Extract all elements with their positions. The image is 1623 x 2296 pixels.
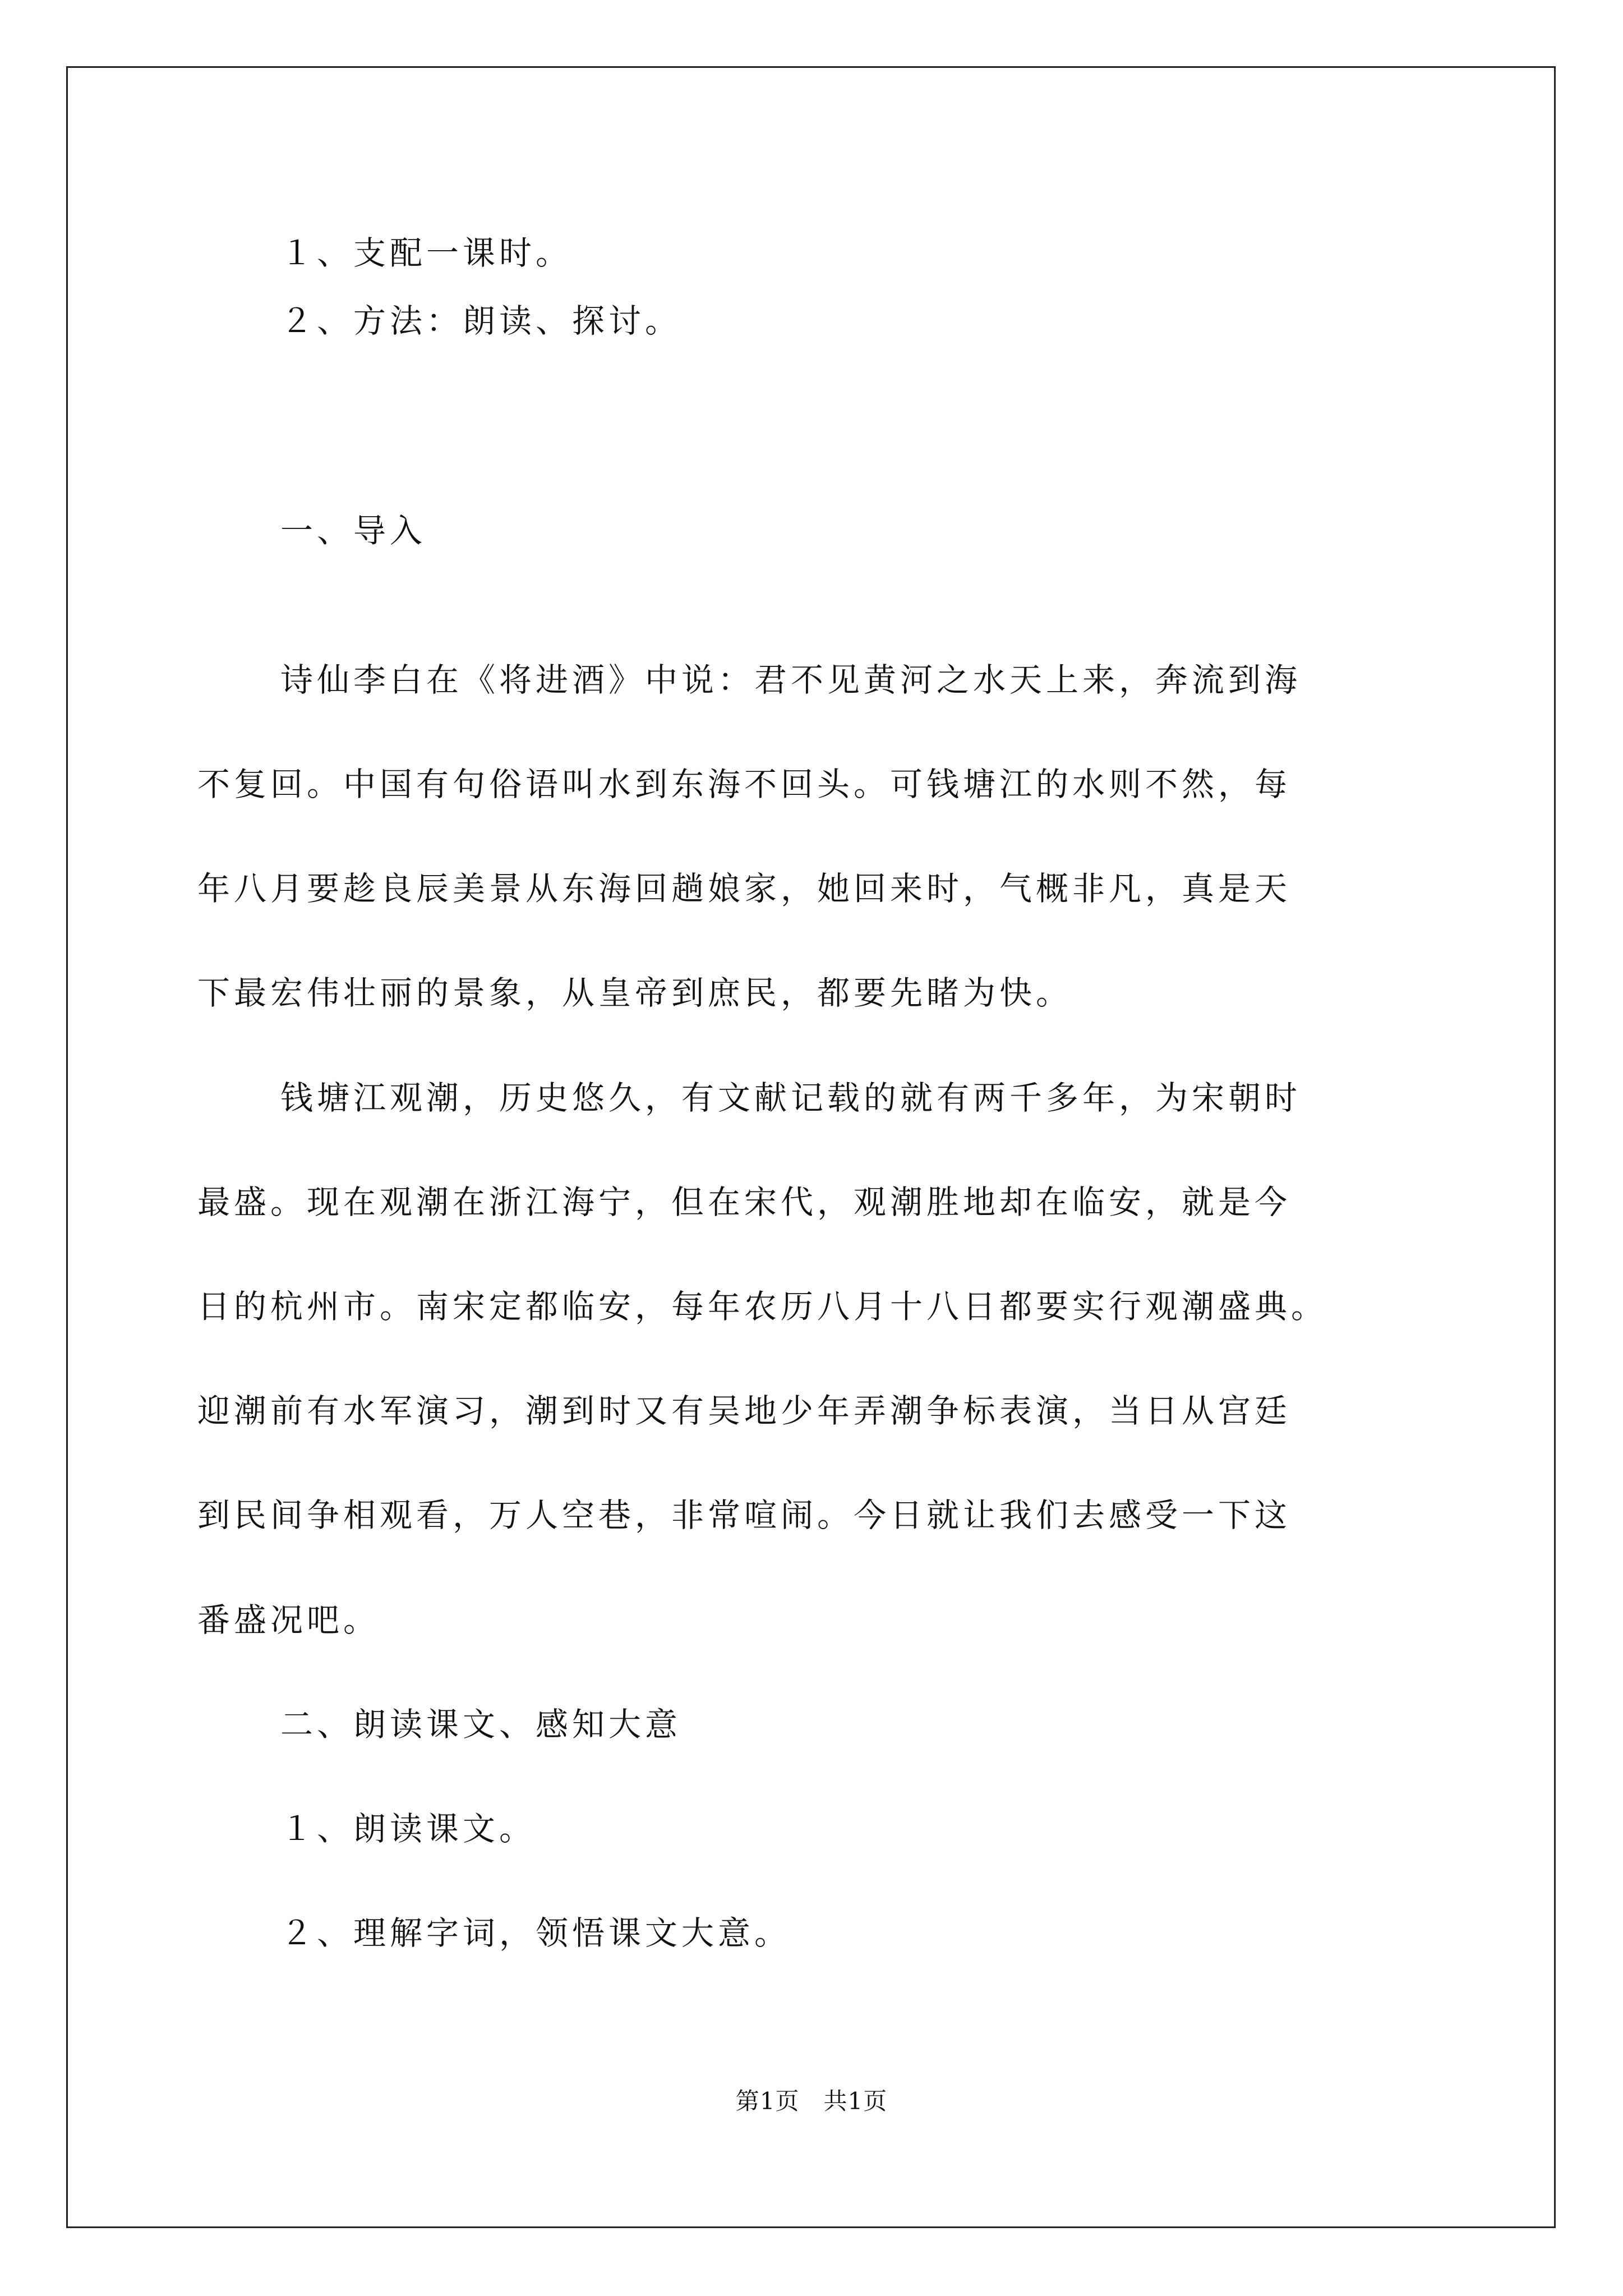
section-heading-reading: 二、朗读课文、感知大意 [280,1705,682,1743]
section-heading-intro: 一、导入 [280,512,427,550]
page-border [66,66,1556,2228]
text-line-schedule: １、支配一课时。 [280,234,573,272]
paragraph-line: 到民间争相观看，万人空巷，非常喧闹。今日就让我们去感受一下这 [197,1496,1292,1534]
text-line-method: ２、方法：朗读、探讨。 [280,302,682,340]
paragraph-line: 迎潮前有水军演习，潮到时又有吴地少年弄潮争标表演，当日从宫廷 [197,1392,1292,1430]
paragraph-line: 不复回。中国有句俗语叫水到东海不回头。可钱塘江的水则不然，每 [197,765,1292,803]
page-footer: 第1页 共1页 [735,2087,888,2115]
paragraph-line: 下最宏伟壮丽的景象，从皇帝到庶民，都要先睹为快。 [197,974,1073,1012]
paragraph-line: 钱塘江观潮，历史悠久，有文献记载的就有两千多年，为宋朝时 [280,1079,1302,1117]
list-item-read-text: １、朗读课文。 [280,1810,536,1848]
paragraph-line: 诗仙李白在《将进酒》中说：君不见黄河之水天上来，奔流到海 [280,661,1302,699]
list-item-understand-words: ２、理解字词，领悟课文大意。 [280,1914,791,1952]
paragraph-line: 日的杭州市。南宋定都临安，每年农历八月十八日都要实行观潮盛典。 [197,1287,1328,1326]
paragraph-line: 最盛。现在观潮在浙江海宁，但在宋代，观潮胜地却在临安，就是今 [197,1183,1292,1221]
paragraph-line: 番盛况吧。 [197,1601,380,1639]
paragraph-line: 年八月要趁良辰美景从东海回趟娘家，她回来时，气概非凡，真是天 [197,869,1292,908]
